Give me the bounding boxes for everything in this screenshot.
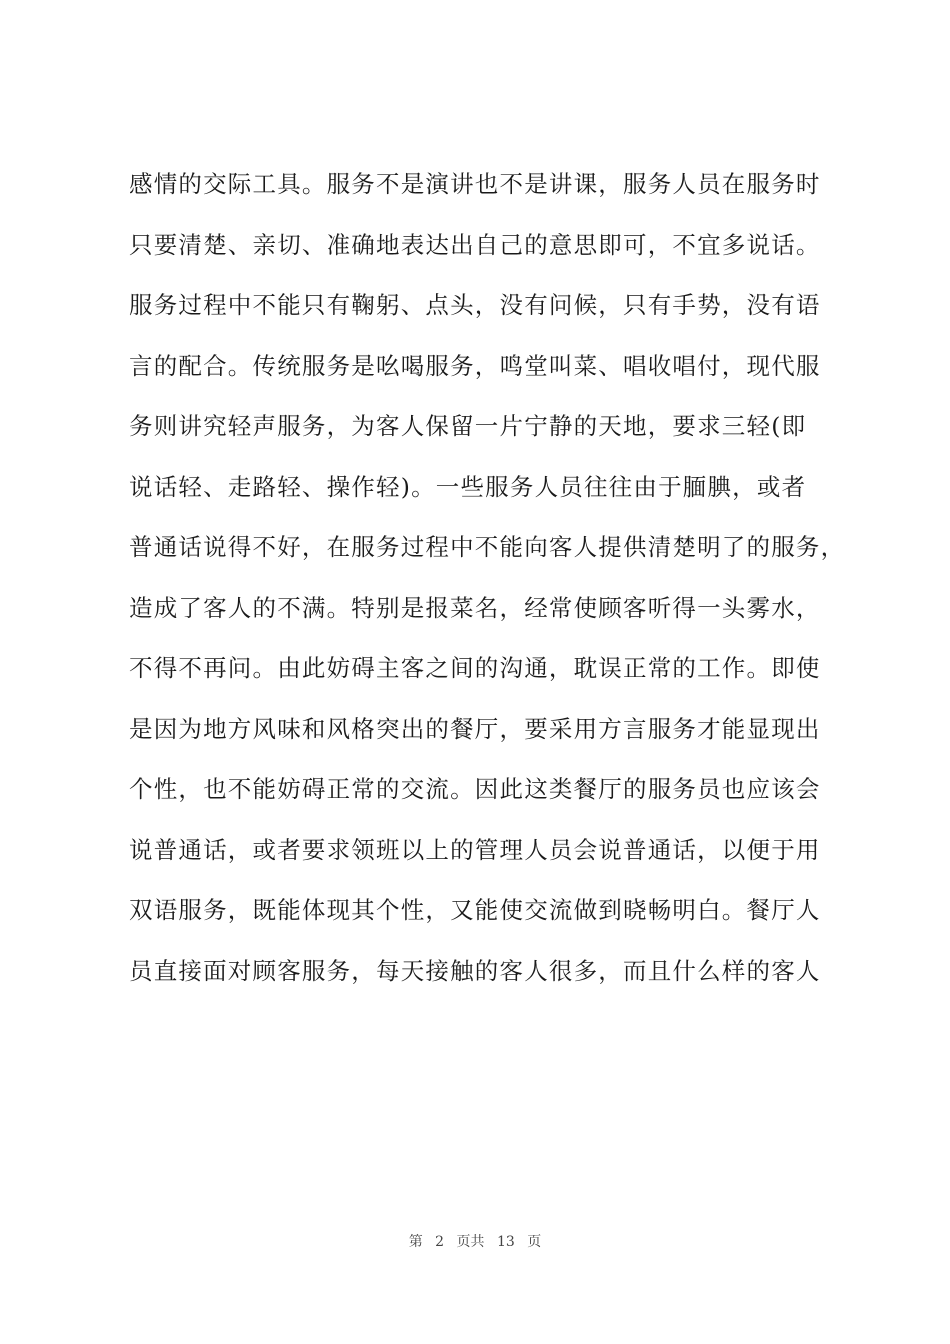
body-text [129, 172, 859, 1019]
text-line: 感情的交际工具。服务不是演讲也不是讲课，服务人员在服务时 [129, 170, 821, 198]
text-line: 是因为地方风味和风格突出的餐厅，要采用方言服务才能显现出 [129, 714, 821, 743]
footer-middle: 页共 [456, 1234, 485, 1250]
text-line: 言的配合。传统服务是吆喝服务，鸣堂叫菜、唱收唱付，现代服 [129, 351, 821, 380]
text-line: 说普通话，或者要求领班以上的管理人员会说普通话，以便于用 [129, 835, 821, 864]
text-line: 服务过程中不能只有鞠躬、点头，没有问候，只有手势，没有语 [129, 291, 821, 319]
text-line: 个性，也不能妨碍正常的交流。因此这类餐厅的服务员也应该会 [129, 775, 821, 803]
footer-prefix: 第 [408, 1234, 423, 1250]
text-line: 只要清楚、亲切、准确地表达出自己的意思即可，不宜多说话。 [129, 230, 821, 259]
text-line: 造成了客人的不满。特别是报菜名，经常使顾客听得一头雾水， [129, 593, 821, 622]
text-line: 双语服务，既能体现其个性，又能使交流做到晓畅明白。餐厅人 [129, 896, 821, 924]
footer-suffix: 页 [527, 1234, 542, 1250]
footer-total-pages: 13 [497, 1234, 515, 1250]
footer-page-number: 2 [435, 1234, 445, 1250]
text-line: 员直接面对顾客服务，每天接触的客人很多，而且什么样的客人 [129, 956, 821, 985]
text-line: 说话轻、走路轻、操作轻)。一些服务人员往往由于腼腆，或者 [129, 472, 807, 501]
text-line: 普通话说得不好，在服务过程中不能向客人提供清楚明了的服务， [129, 533, 846, 561]
text-line: 不得不再问。由此妨碍主客之间的沟通，耽误正常的工作。即使 [129, 654, 821, 682]
page-footer [0, 1231, 950, 1251]
text-line: 务则讲究轻声服务，为客人保留一片宁静的天地，要求三轻(即 [129, 412, 807, 440]
